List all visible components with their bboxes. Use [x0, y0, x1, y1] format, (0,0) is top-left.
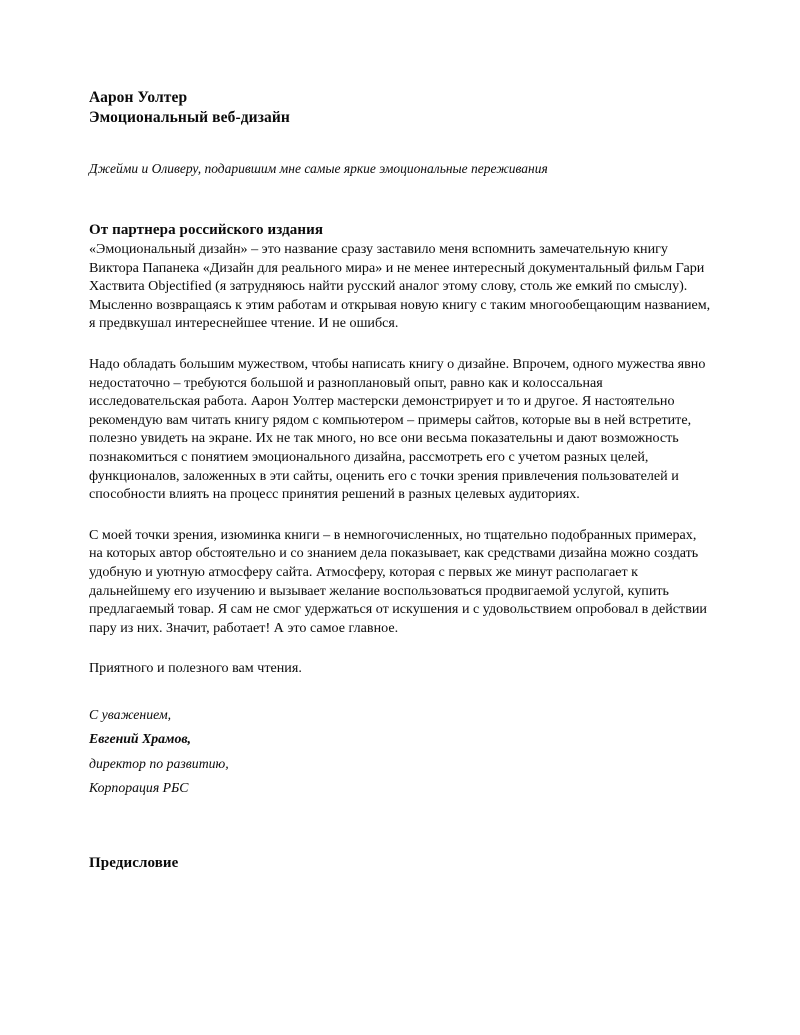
signature-block	[89, 703, 711, 801]
document-content	[89, 88, 711, 873]
signature-salutation: С уважением,	[89, 706, 172, 722]
paragraph-1: «Эмоциональный дизайн» – это название сразу заставило меня вспомнить замечательную книгу Виктора Папанека «Дизайн для реального мира» и не менее интересный документальный фильм Гари Хаствита Objectified (я затрудняюсь найти русский аналог этому слову, столь же емкий по смыслу). Мысленно возвращаясь к этим работам и открывая новую книгу с таким многообещающим названием, я предвкушал интереснейшее чтение. И не ошибся.	[89, 241, 711, 332]
document-title	[89, 88, 711, 127]
closing-line: Приятного и полезного вам чтения.	[89, 660, 302, 677]
signature-name: Евгений Храмов,	[89, 731, 192, 747]
signature-company: Корпорация РБС	[89, 780, 189, 796]
document-title-author: Аарон Уолтер	[89, 89, 188, 106]
signature-role: директор по развитию,	[89, 755, 229, 771]
section-heading-partner: От партнера российского издания	[89, 222, 324, 238]
document-title-name: Эмоциональный веб-дизайн	[89, 108, 290, 126]
section-heading-preface: Предисловие	[89, 854, 179, 871]
paragraph-3: С моей точки зрения, изюминка книги – в немногочисленных, но тщательно подобранных примерах, на которых автор обстоятельно и со знанием дела показывает, как средствами дизайна можно создать удобную и уютную атмосферу сайта. Атмосферу, которая с первых же минут располагает к дальнейшему его изучению и вызывает желание воспользоваться продвигаемой услугой, купить предлагаемый товар. Я сам не смог удержаться от искушения и с удовольствием опробовал в действии пару из них. Значит, работает! А это самое главное.	[89, 526, 707, 636]
dedication-text: Джейми и Оливеру, подарившим мне самые яркие эмоциональные переживания	[89, 161, 548, 176]
paragraph-2: Надо обладать большим мужеством, чтобы написать книгу о дизайне. Впрочем, одного мужества явно недостаточно – требуются большой и разноплановый опыт, равно как и колоссальная исследовательская работа. Аарон Уолтер мастерски демонстрирует и то и другое. Я настоятельно рекомендую вам читать книгу рядом с компьютером – примеры сайтов, которые вы в ней встретите, полезно увидеть на экране. Их не так много, но все они весьма показательны и дают возможность познакомиться с понятием эмоционального дизайна, рассмотреть его с учетом разных целей, функционалов, заложенных в эти сайты, оценить его с точки зрения привлечения пользователей и способности влиять на процесс принятия решений в разных целевых аудиториях.	[89, 355, 706, 503]
